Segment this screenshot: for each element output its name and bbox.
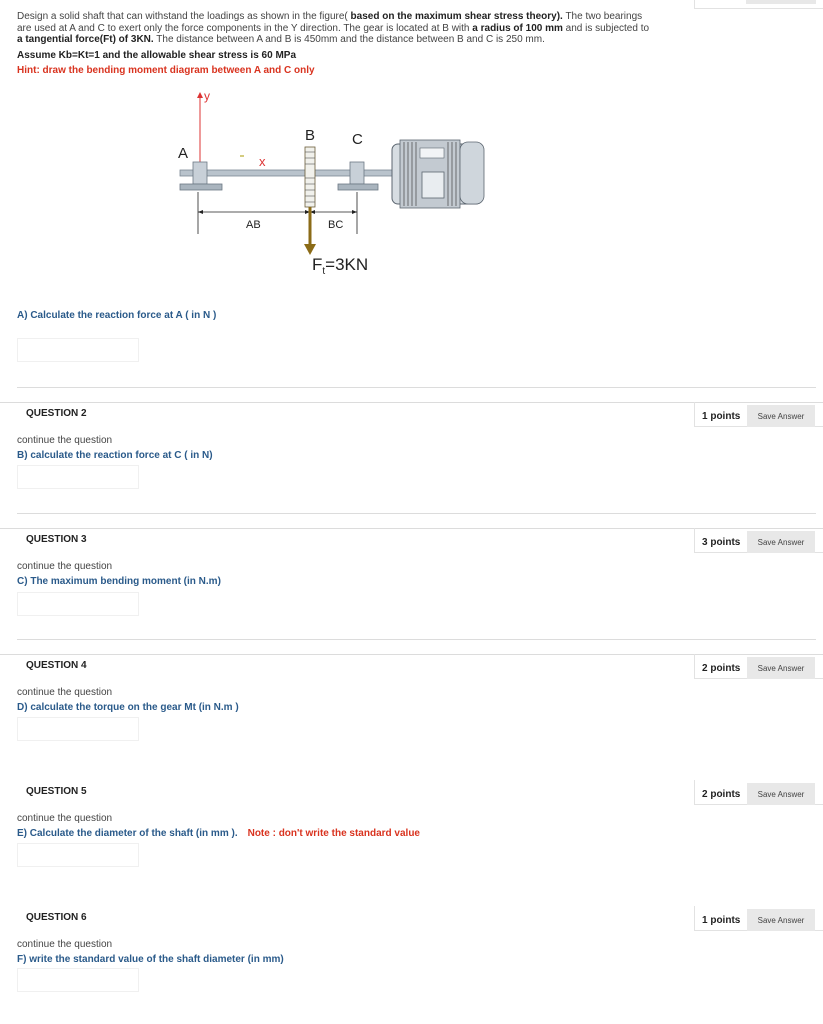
question-2-title: QUESTION 2 [26,408,87,419]
question-4-points: 2 points [702,663,741,674]
intro-text-4: a radius of 100 mm [472,22,563,34]
question-5-title: QUESTION 5 [26,786,87,797]
answer-input-2[interactable] [17,465,139,489]
continue-text: continue the question [17,687,113,698]
question-5-main-text: E) Calculate the diameter of the shaft (in mm ). [17,828,238,839]
label-b: B [305,127,316,144]
continue-text: continue the question [17,435,113,446]
answer-input-1[interactable] [17,338,139,362]
intro-text-6: a tangential force(Ft) of 3KN. [17,34,154,45]
save-answer-button[interactable]: Save Answer [747,657,815,679]
x-axis-label: x [259,154,266,169]
continue-text: continue the question [17,939,113,950]
save-answer-button[interactable]: Save Answer [747,405,815,427]
gear-b [305,147,315,207]
answer-input-3[interactable] [17,592,139,616]
continue-text: continue the question [17,561,113,572]
force-label: $F_t=3KN$ [312,255,369,277]
bearing-c-base [338,184,378,190]
question-5-points: 2 points [702,789,741,800]
divider [17,387,816,388]
problem-statement [17,11,657,46]
question-5-note: Note : don't write the standard value [247,828,420,839]
question-2-points: 1 points [702,411,741,422]
question-2-text: B) calculate the reaction force at C ( in N) [17,450,213,461]
force-arrow-head [304,244,316,255]
question-6-points: 1 points [702,915,741,926]
divider [17,513,816,514]
assumption-text: Assume Kb=Kt=1 and the allowable shear stress is 60 MPa [17,50,297,61]
question-5-text [17,828,420,839]
previous-save-button[interactable] [746,0,816,4]
y-axis-label: y [204,89,210,103]
question-3-points: 3 points [702,537,741,548]
y-axis-arrow [197,92,203,98]
question-3-title: QUESTION 3 [26,534,87,545]
dim-bc-label: BC [328,219,344,231]
question-1-text: A) Calculate the reaction force at A ( in N ) [17,310,217,321]
save-answer-button[interactable]: Save Answer [747,531,815,553]
shaft-figure [160,82,500,282]
question-4-title: QUESTION 4 [26,660,87,671]
answer-input-6[interactable] [17,968,139,992]
intro-text-1: Design a solid shaft that can withstand the loadings as shown in the figure( [17,11,348,22]
label-a: A [178,145,189,162]
intro-text-5: and is subjected to [562,22,650,34]
dim-ab-label: AB [246,219,261,231]
question-3-text: C) The maximum bending moment (in N.m) [17,576,221,587]
save-answer-button[interactable]: Save Answer [747,909,815,931]
hint-text: Hint: draw the bending moment diagram between A and C only [17,65,315,76]
intro-text-3: The two bearings are used at A and C to exert only the force components in the Y direction. The gear is located at B with [17,11,643,34]
question-6-text: F) write the standard value of the shaft diameter (in mm) [17,954,284,965]
answer-input-4[interactable] [17,717,139,741]
intro-text-7: The distance between A and B is 450mm and the distance between B and C is 250 mm. [153,34,545,45]
continue-text: continue the question [17,813,113,824]
label-c: C [352,131,363,148]
answer-input-5[interactable] [17,843,139,867]
shaft [180,170,405,176]
save-answer-button[interactable]: Save Answer [747,783,815,805]
bearing-a-base [180,184,222,190]
question-6-title: QUESTION 6 [26,912,87,923]
bearing-c [350,162,364,184]
intro-text-2: based on the maximum shear stress theory). [347,11,563,22]
question-4-text: D) calculate the torque on the gear Mt (in N.m ) [17,702,239,713]
bearing-a [193,162,207,184]
divider [17,639,816,640]
